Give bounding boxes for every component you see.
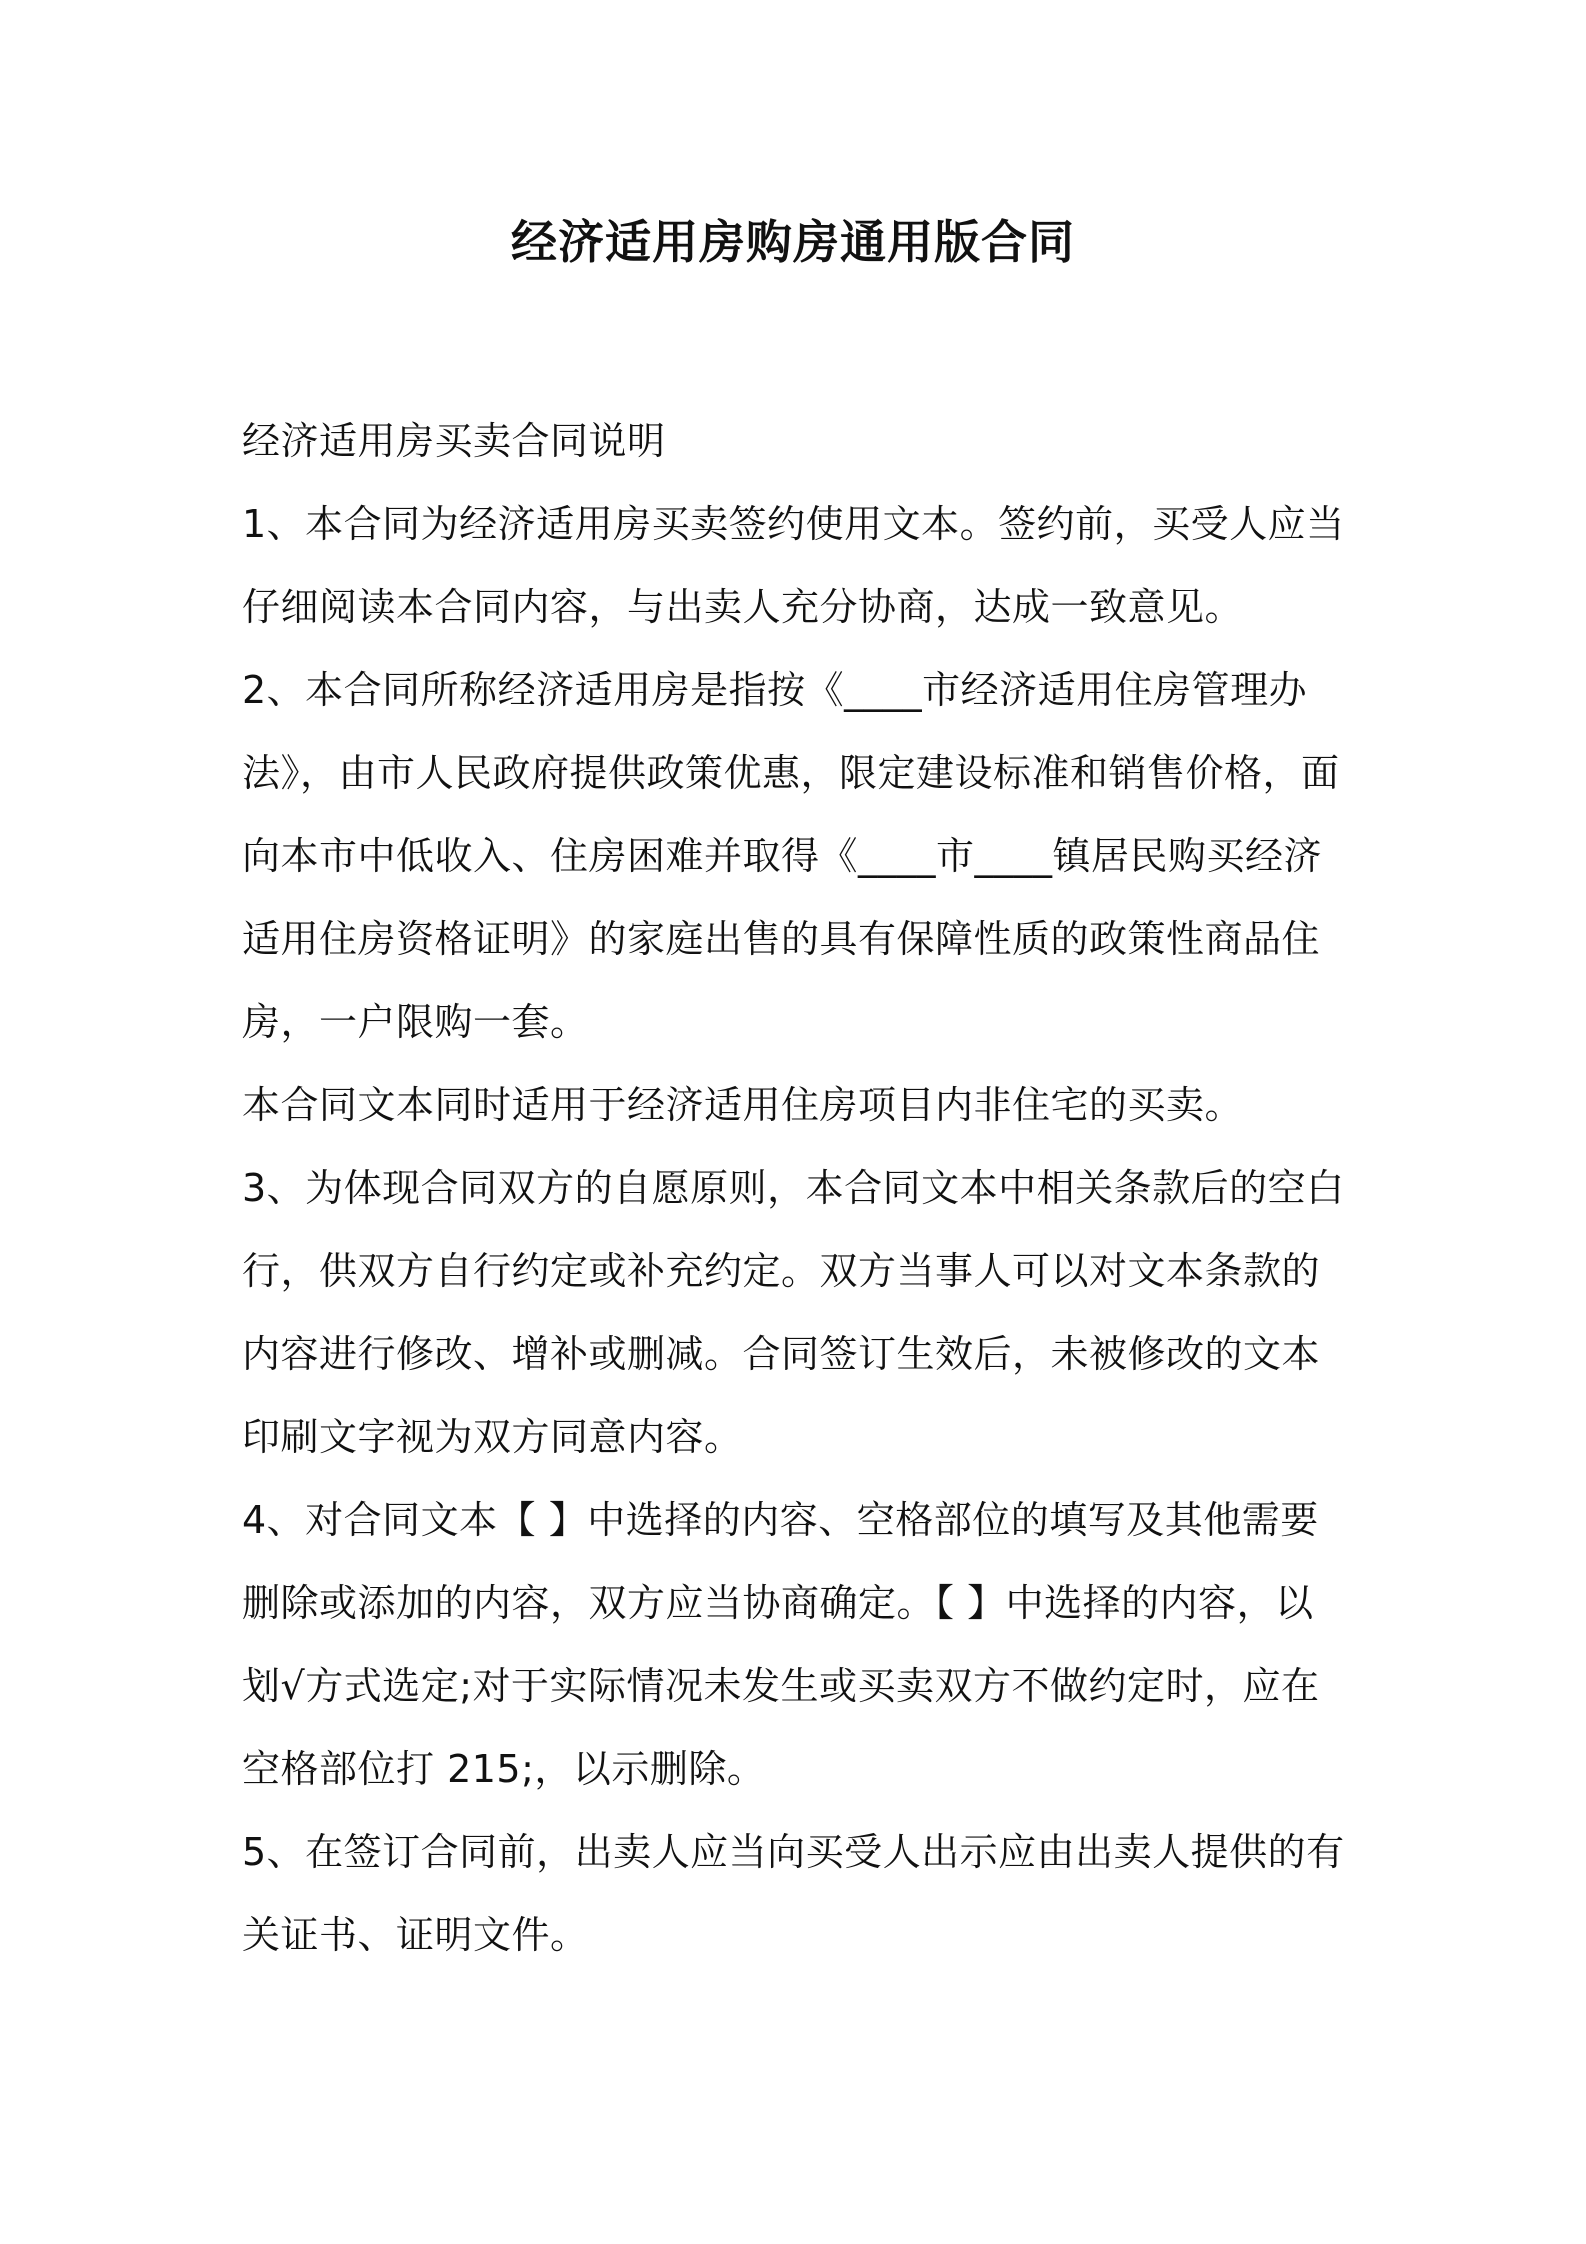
paragraph-5: 5、在签订合同前，出卖人应当向买受人出示应由出卖人提供的有关证书、证明文件。	[242, 1830, 1345, 1957]
document-title: 经济适用房购房通用版合同	[511, 215, 1075, 269]
section-heading: 经济适用房买卖合同说明	[242, 419, 666, 463]
document-body	[242, 400, 1352, 1977]
paragraph-1: 1、本合同为经济适用房买卖签约使用文本。签约前，买受人应当仔细阅读本合同内容，与出卖人充分协商，达成一致意见。	[242, 502, 1345, 629]
paragraph-3: 3、为体现合同双方的自愿原则，本合同文本中相关条款后的空白行，供双方自行约定或补充约定。双方当事人可以对文本条款的内容进行修改、增补或删减。合同签订生效后，未被修改的文本印刷文字视为双方同意内容。	[242, 1166, 1345, 1459]
paragraph-4: 4、对合同文本【 】中选择的内容、空格部位的填写及其他需要删除或添加的内容，双方应当协商确定。【 】中选择的内容，以划√方式选定;对于实际情况未发生或买卖双方不做约定时，应在空格部位打 215;，以示删除。	[242, 1498, 1320, 1791]
paragraph-2: 2、本合同所称经济适用房是指按《____市经济适用住房管理办法》，由市人民政府提供政策优惠，限定建设标准和销售价格，面向本市中低收入、住房困难并取得《____市____镇居民购买经济适用住房资格证明》的家庭出售的具有保障性质的政策性商品住房，一户限购一套。	[242, 668, 1340, 1044]
paragraph-2-note: 本合同文本同时适用于经济适用住房项目内非住宅的买卖。	[242, 1083, 1244, 1127]
